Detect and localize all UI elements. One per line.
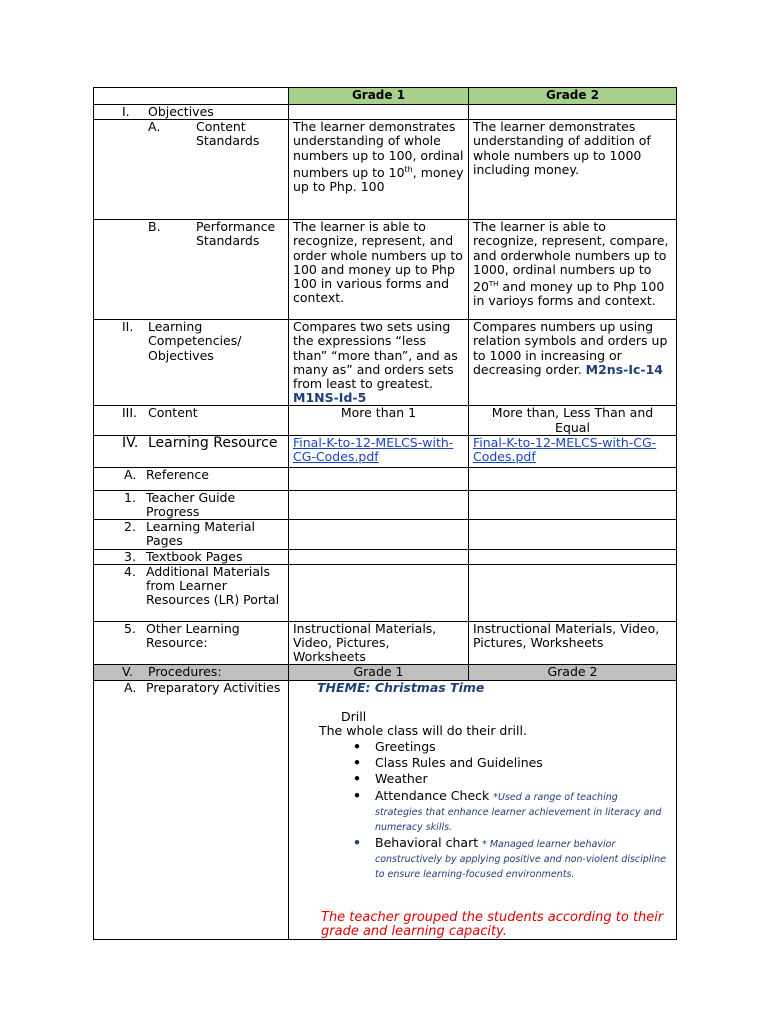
performance-standards-label-cell bbox=[94, 220, 289, 320]
competency-code: M2ns-Ic-14 bbox=[585, 361, 663, 377]
ordinal-suffix: th bbox=[404, 164, 413, 174]
lesson-plan-table bbox=[93, 87, 677, 940]
row-label: Content bbox=[148, 405, 198, 421]
procedures-label-cell bbox=[94, 665, 289, 681]
drill-title: Drill bbox=[341, 708, 367, 724]
list-item bbox=[375, 836, 668, 881]
content-standards-grade-1 bbox=[289, 120, 469, 220]
row-additional-materials bbox=[94, 564, 677, 621]
row-number: III. bbox=[122, 405, 138, 421]
textbook-label-cell bbox=[94, 549, 289, 564]
competency-text: Compares numbers up using relation symbols and orders up to 1000 in increasing or decreasing order. bbox=[473, 319, 668, 377]
item-text: Class Rules and Guidelines bbox=[375, 755, 543, 771]
row-number: A. bbox=[124, 680, 137, 696]
content-grade-2: More than, Less Than and Equal bbox=[469, 406, 677, 435]
row-competencies bbox=[94, 320, 677, 406]
additional-materials-label-cell bbox=[94, 564, 289, 621]
row-learning-material bbox=[94, 520, 677, 549]
row-number: II. bbox=[122, 319, 134, 335]
teacher-guide-label-cell bbox=[94, 490, 289, 519]
teacher-guide-grade-1 bbox=[289, 490, 469, 519]
objectives-label-cell bbox=[94, 105, 289, 120]
row-teacher-guide bbox=[94, 490, 677, 519]
item-text: Weather bbox=[375, 771, 428, 787]
reference-label-cell bbox=[94, 467, 289, 490]
row-label: Additional Materials from Learner Resources (LR) Portal bbox=[146, 564, 280, 608]
row-number: 3. bbox=[124, 549, 136, 564]
competency-text: Compares two sets using the expressions “less than” “more than”, and as many as” and orders sets from least to greatest. bbox=[293, 319, 458, 392]
objectives-grade-1-cell bbox=[289, 105, 469, 120]
row-performance-standards bbox=[94, 220, 677, 320]
melcs-pdf-link[interactable]: Final-K-to-12-MELCS-with-CG-Codes.pdf bbox=[293, 435, 454, 465]
list-item bbox=[375, 789, 668, 834]
other-resource-grade-1: Instructional Materials, Video, Pictures, Worksheets bbox=[289, 621, 469, 665]
row-number: B. bbox=[148, 219, 161, 235]
competencies-label-cell bbox=[94, 320, 289, 406]
learning-material-grade-2 bbox=[469, 520, 677, 549]
row-label: Other Learning Resource: bbox=[146, 621, 240, 651]
content-grade-1: More than 1 bbox=[289, 406, 469, 435]
procedures-grade-2: Grade 2 bbox=[469, 665, 677, 681]
other-resource-grade-2: Instructional Materials, Video, Pictures, Worksheets bbox=[469, 621, 677, 665]
row-content bbox=[94, 406, 677, 435]
learning-resource-grade-2 bbox=[469, 435, 677, 467]
row-content-standards bbox=[94, 120, 677, 220]
item-note: * Managed learner behavior constructively by applying positive and non-violent discipline to ensure learning-focused environments. bbox=[375, 838, 666, 880]
row-label: Objectives bbox=[148, 104, 214, 119]
learning-resource-label-cell bbox=[94, 435, 289, 467]
performance-standards-grade-1: The learner is able to recognize, represent, and order whole numbers up to 100 and money up to Php 100 in various forms and context. bbox=[289, 220, 469, 320]
competencies-grade-1 bbox=[289, 320, 469, 406]
row-label: Content Standards bbox=[196, 119, 260, 149]
row-number: A. bbox=[148, 119, 161, 135]
row-number: A. bbox=[124, 467, 137, 482]
reference-grade-2 bbox=[469, 467, 677, 490]
teacher-guide-grade-2 bbox=[469, 490, 677, 519]
item-text: Greetings bbox=[375, 739, 436, 755]
performance-standards-grade-2 bbox=[469, 220, 677, 320]
competencies-grade-2 bbox=[469, 320, 677, 406]
additional-materials-grade-2 bbox=[469, 564, 677, 621]
row-number: 4. bbox=[124, 564, 136, 579]
header-grade-1: Grade 1 bbox=[289, 88, 469, 105]
learning-material-grade-1 bbox=[289, 520, 469, 549]
item-note: *Used a range of teaching strategies that enhance learner achievement in literacy and numeracy skills. bbox=[375, 791, 662, 833]
row-learning-resource bbox=[94, 435, 677, 467]
procedures-grade-1: Grade 1 bbox=[289, 665, 469, 681]
standard-text: The learner is able to recognize, represent, compare, and orderwhole numbers up to 1000, ordinal numbers up to 20 bbox=[473, 219, 669, 295]
melcs-pdf-link[interactable]: Final-K-to-12-MELCS-with-CG-Codes.pdf bbox=[473, 435, 657, 465]
objectives-grade-2-cell bbox=[469, 105, 677, 120]
theme-title: THEME: Christmas Time bbox=[317, 680, 485, 696]
row-number: IV. bbox=[122, 435, 139, 451]
row-label: Performance Standards bbox=[196, 219, 276, 249]
other-resource-label-cell bbox=[94, 621, 289, 665]
row-number: V. bbox=[122, 664, 133, 680]
row-number: 2. bbox=[124, 519, 136, 535]
standard-text-tail: , money up to Php. 100 bbox=[293, 164, 464, 195]
row-textbook bbox=[94, 549, 677, 564]
row-label: Textbook Pages bbox=[146, 549, 243, 564]
header-blank-cell bbox=[94, 88, 289, 105]
row-procedures bbox=[94, 665, 677, 681]
row-label: Procedures: bbox=[148, 664, 222, 680]
row-number: I. bbox=[122, 104, 130, 119]
textbook-grade-1 bbox=[289, 549, 469, 564]
row-label: Teacher Guide Progress bbox=[146, 490, 236, 520]
item-text: Attendance Check bbox=[375, 787, 494, 803]
row-number: 5. bbox=[124, 621, 136, 636]
row-label: Learning Resource bbox=[148, 435, 278, 451]
additional-materials-grade-1 bbox=[289, 564, 469, 621]
header-row bbox=[94, 88, 677, 105]
list-item bbox=[375, 740, 668, 754]
ordinal-suffix: TH bbox=[488, 280, 499, 289]
drill-list bbox=[293, 740, 668, 881]
header-grade-2: Grade 2 bbox=[469, 88, 677, 105]
standard-text-tail: and money up to Php 100 in varioys forms and context. bbox=[473, 279, 665, 309]
row-label: Learning Material Pages bbox=[146, 519, 256, 549]
row-preparatory bbox=[94, 681, 677, 940]
textbook-grade-2 bbox=[469, 549, 677, 564]
learning-resource-grade-1 bbox=[289, 435, 469, 467]
row-label: Learning Competencies/ Objectives bbox=[148, 319, 242, 363]
drill-text: The whole class will do their drill. bbox=[319, 722, 527, 738]
competency-code: M1NS-Id-5 bbox=[293, 390, 367, 406]
row-label: Preparatory Activities bbox=[146, 680, 281, 696]
item-text: Behavioral chart bbox=[375, 834, 483, 850]
row-other-resource bbox=[94, 621, 677, 665]
grouping-note: The teacher grouped the students according to their grade and learning capacity. bbox=[321, 909, 664, 939]
row-reference bbox=[94, 467, 677, 490]
content-label-cell bbox=[94, 406, 289, 435]
preparatory-activities-cell bbox=[289, 681, 677, 940]
standard-text: The learner demonstrates understanding of whole numbers up to 100, ordinal numbers up to 10 bbox=[293, 119, 464, 180]
reference-grade-1 bbox=[289, 467, 469, 490]
row-objectives bbox=[94, 105, 677, 120]
content-standards-grade-2: The learner demonstrates understanding of addition of whole numbers up to 1000 including money. bbox=[469, 120, 677, 220]
content-standards-label-cell bbox=[94, 120, 289, 220]
preparatory-label-cell bbox=[94, 681, 289, 940]
list-item bbox=[375, 772, 668, 786]
row-label: Reference bbox=[146, 467, 209, 482]
learning-material-label-cell bbox=[94, 520, 289, 549]
list-item bbox=[375, 756, 668, 770]
row-number: 1. bbox=[124, 490, 136, 505]
